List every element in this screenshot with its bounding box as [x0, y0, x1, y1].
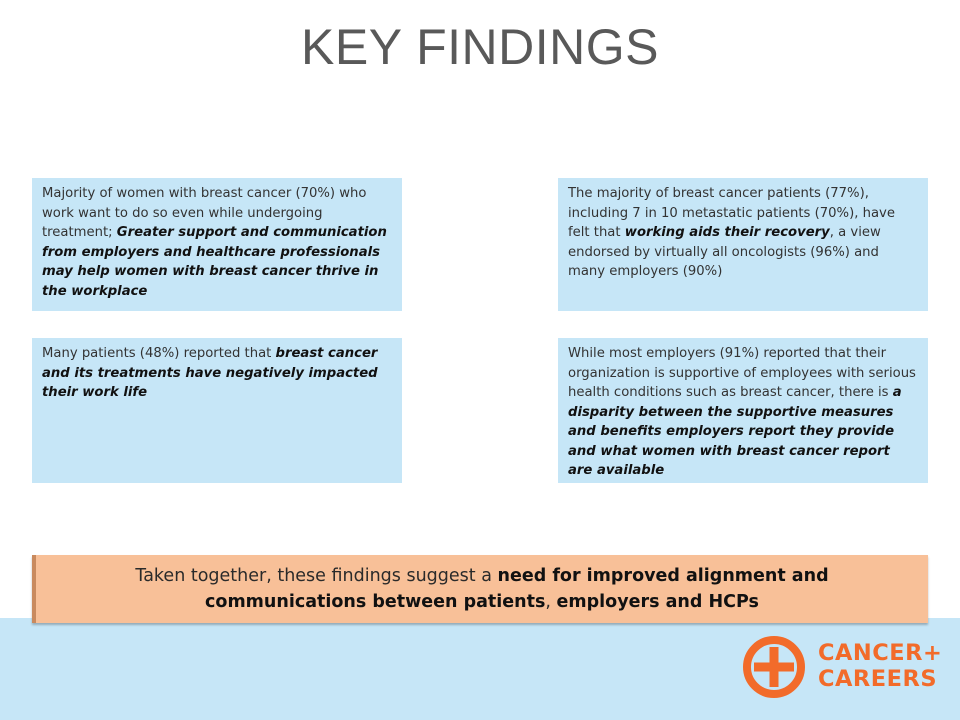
conclusion-emphasis: need for improved alignment and communications between patients	[205, 566, 829, 612]
finding-text: Majority of women with breast cancer (70%) who work want to do so even while undergoing treatment;	[42, 186, 367, 240]
finding-text: The majority of breast cancer patients (77%), including 7 in 10 metastatic patients (70%), have felt that	[568, 186, 895, 240]
logo-wordmark	[818, 640, 942, 692]
finding-box-work-during-treatment	[32, 178, 402, 311]
finding-box-negative-impact	[32, 338, 402, 483]
finding-emphasis: breast cancer and its treatments have negatively impacted their work life	[42, 346, 378, 400]
finding-text: Many patients (48%) reported that	[42, 346, 276, 361]
finding-text: While most employers (91%) reported that their organization is supportive of employees with serious health conditions such as breast cancer, there is	[568, 346, 916, 400]
conclusion-text: ,	[545, 592, 557, 612]
finding-emphasis: working aids their recovery	[624, 225, 830, 240]
cancer-careers-logo	[740, 633, 943, 703]
slide-title: KEY FINDINGS	[301, 19, 659, 75]
finding-emphasis: a disparity between the supportive measures and benefits employers report they provide and what women with breast cancer report are available	[568, 385, 902, 478]
logo-line-2: CAREERS	[818, 666, 938, 692]
finding-box-work-aids-recovery	[558, 178, 928, 311]
conclusion-emphasis: employers and HCPs	[556, 592, 759, 612]
finding-box-employer-disparity	[558, 338, 928, 483]
finding-text: , a view endorsed by virtually all oncologists (96%) and many employers (90%)	[568, 225, 881, 279]
finding-emphasis: Greater support and communication from employers and healthcare professionals may help women with breast cancer thrive in the workplace	[42, 225, 387, 299]
logo-line-1: CANCER+	[818, 640, 943, 666]
conclusion-banner	[32, 555, 928, 623]
plus-circle-logo-icon	[740, 633, 808, 701]
conclusion-text: Taken together, these findings suggest a	[135, 566, 498, 586]
